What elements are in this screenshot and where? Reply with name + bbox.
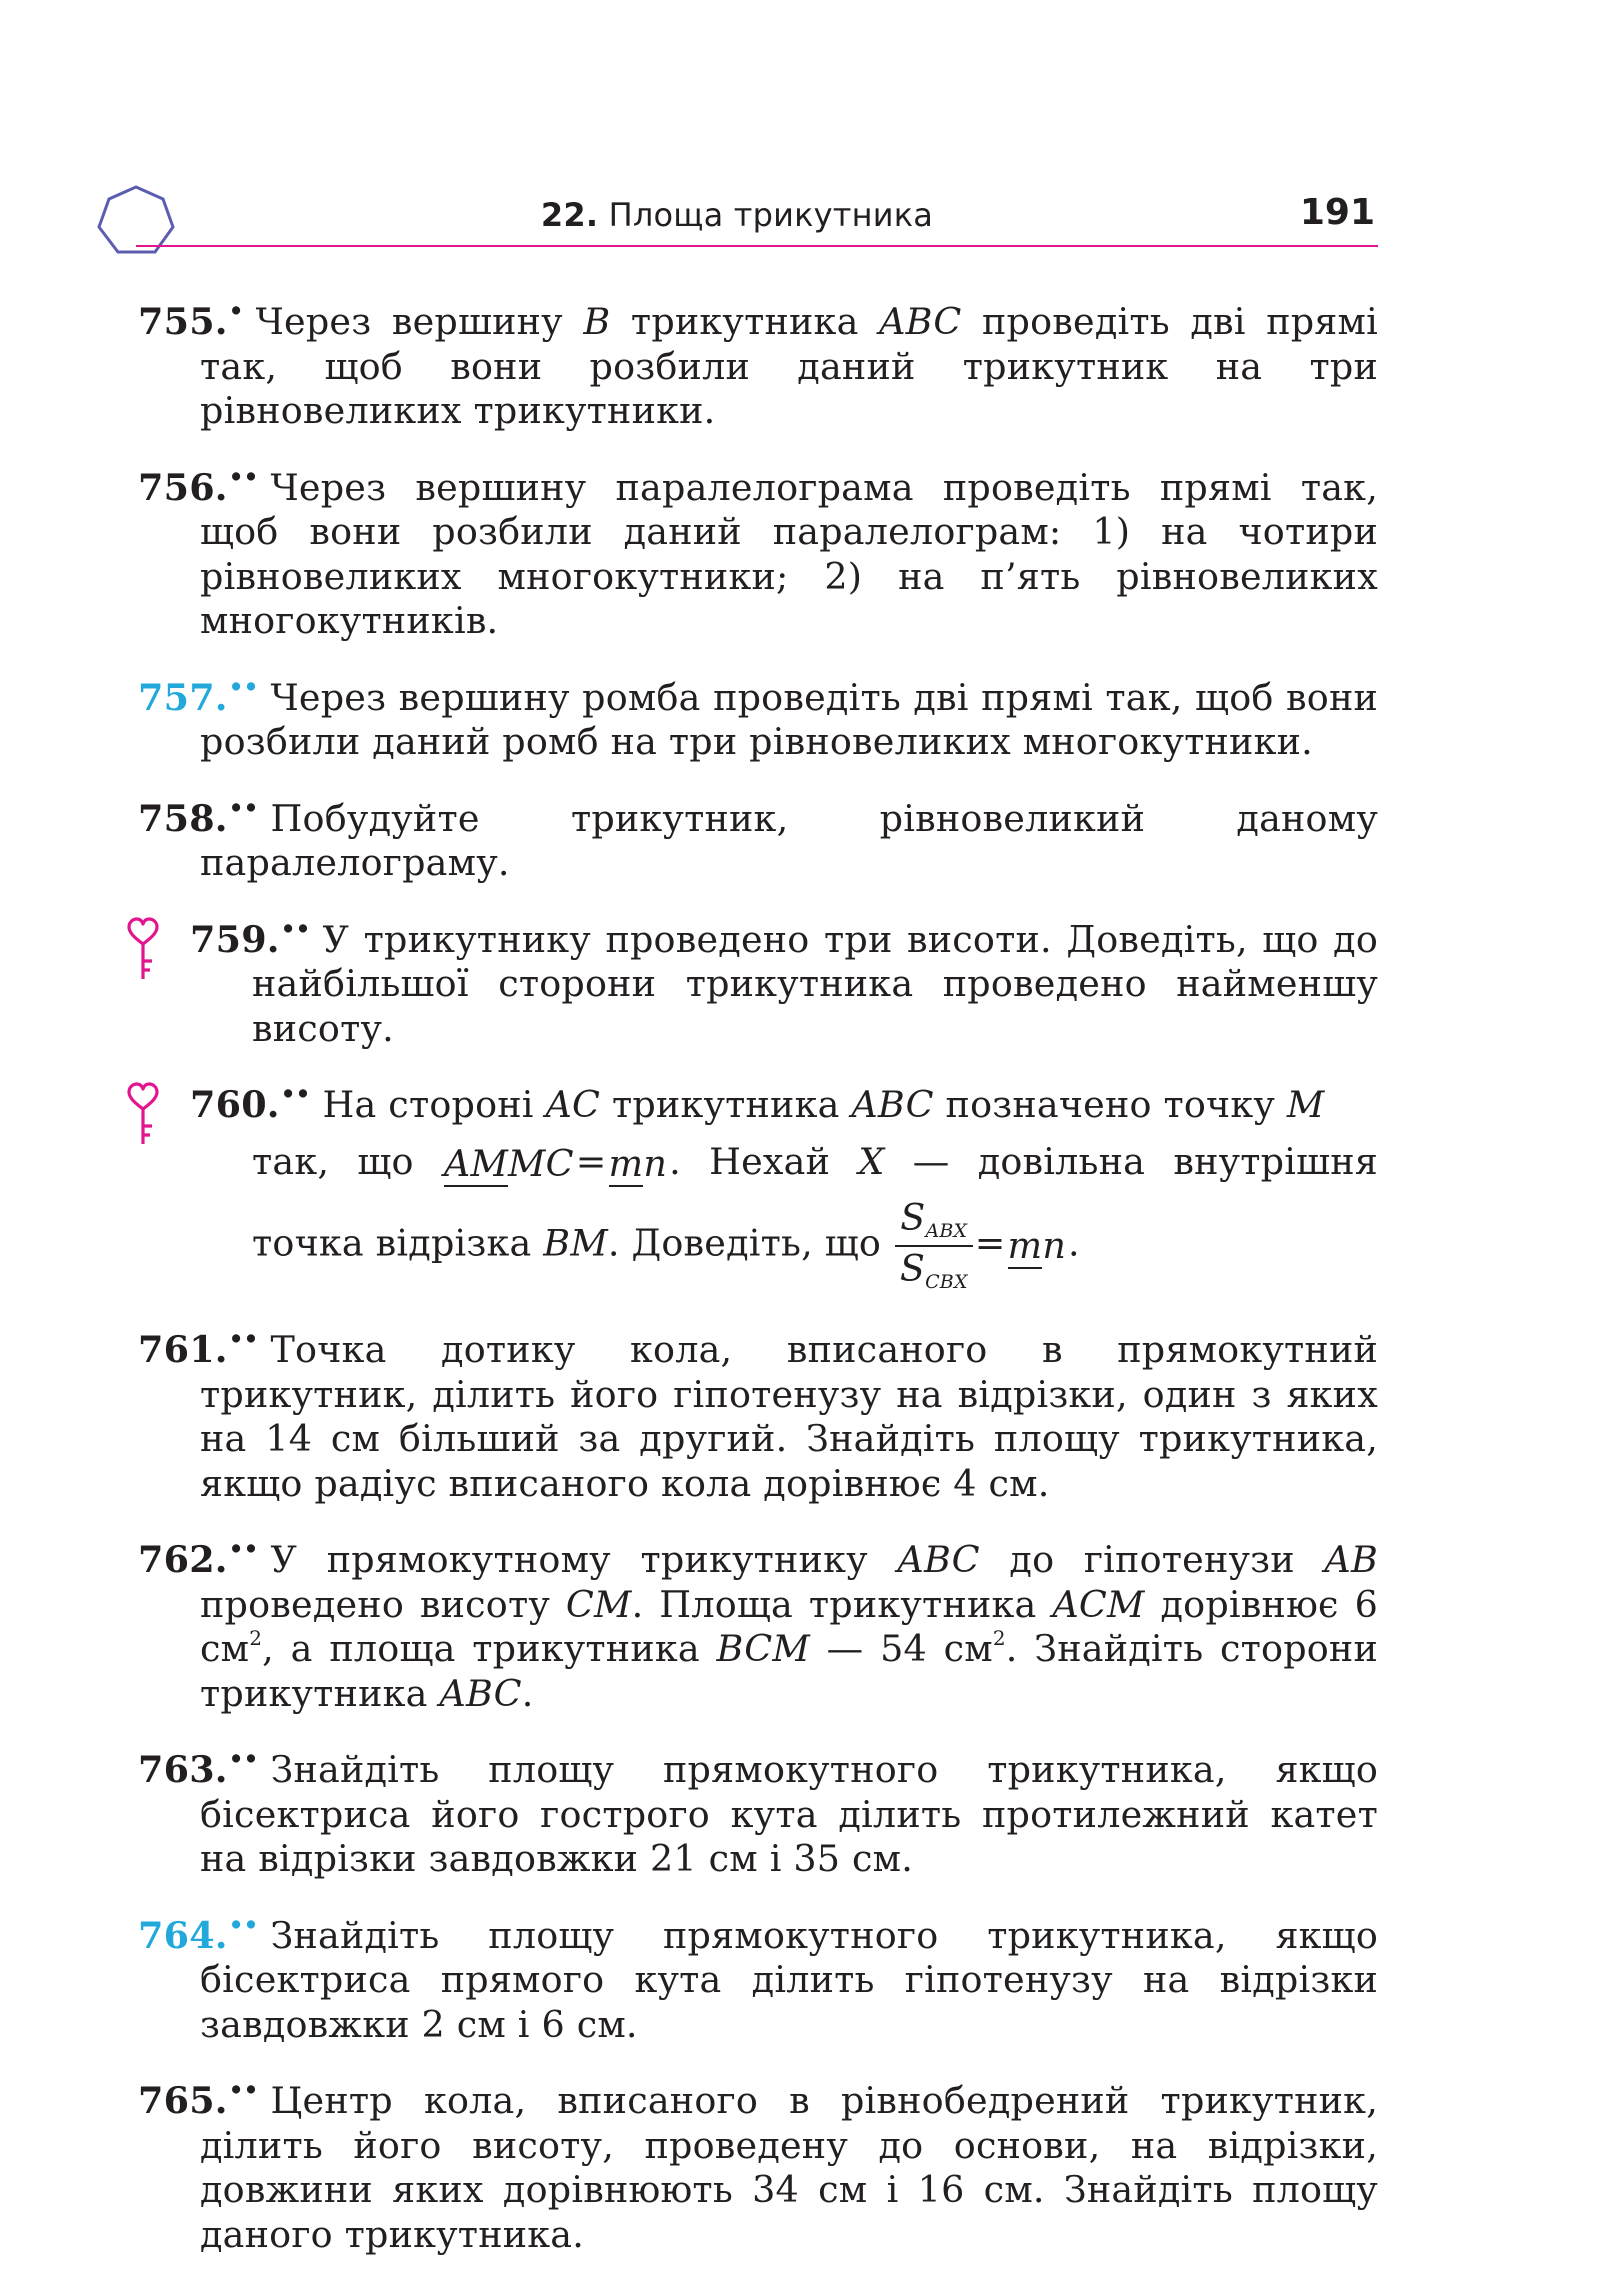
problem-text: . Знайдіть сторони трикутника: [200, 1627, 1378, 1715]
problem-765: [138, 2069, 1378, 2257]
math-var: AB: [1324, 1538, 1378, 1581]
math-var: B: [583, 300, 611, 343]
difficulty-mark: ••: [280, 915, 311, 943]
problem-text: Точка дотику кола, вписаного в прямокутний трикутник, ділить його гіпотенузу на відрізки, один з яких на 14 см більший за другий. Знайдіть площу трикутника, якщо радіус вписаного кола дорівнює 4 см.: [200, 1328, 1378, 1505]
problem-text: проведіть дві прямі так, щоб вони розбили даний трикутник на три рівновеликих трикутники.: [200, 300, 1378, 432]
problem-text: точка відрізка: [252, 1221, 544, 1265]
key-icon: [126, 916, 160, 982]
problem-number: 764.: [138, 1913, 228, 1957]
difficulty-mark: ••: [228, 463, 259, 491]
problem-761: [138, 1318, 1378, 1506]
problem-text: . Нехай: [669, 1139, 859, 1183]
math-var: X: [858, 1139, 885, 1183]
page-number: 191: [1299, 192, 1375, 233]
problem-text: позначено точку: [933, 1083, 1287, 1126]
problem-number: 758.: [138, 796, 228, 840]
problem-text: У трикутнику проведено три висоти. Доведіть, що до найбільшої сторони трикутника проведено найменшу висоту.: [252, 917, 1378, 1050]
formula-line-2: [252, 1196, 1378, 1296]
fraction-numerator: [895, 1196, 973, 1247]
math-var: BM: [543, 1221, 608, 1265]
problem-text: Через вершину ромба проведіть дві прямі так, щоб вони розбили даний ромб на три рівновеликих многокутники.: [200, 675, 1378, 763]
problem-758: [138, 787, 1378, 886]
problem-760: [190, 1073, 1378, 1296]
math-var: CM: [565, 1582, 632, 1626]
problem-text: трикутника: [610, 300, 880, 343]
problem-list: [138, 290, 1378, 2279]
problem-number: 755.: [138, 300, 228, 343]
period: .: [1068, 1221, 1080, 1265]
formula-line-1: [252, 1140, 1378, 1185]
math-var: ACM: [1052, 1582, 1145, 1626]
fraction-denominator: [895, 1247, 973, 1296]
problem-text: Через вершину: [255, 300, 584, 343]
problem-762: [138, 1528, 1378, 1716]
header-rule: [136, 245, 1378, 247]
problem-text: На стороні: [322, 1083, 546, 1126]
problem-text: Побудуйте трикутник, рівновеликий даному паралелограму.: [200, 796, 1378, 884]
problem-number: 759.: [190, 917, 280, 961]
difficulty-mark: ••: [228, 794, 259, 822]
problem-number: 757.: [138, 675, 228, 719]
problem-text: дорівнює 6 см: [200, 1582, 1378, 1670]
problem-755: [138, 290, 1378, 434]
problem-number: 763.: [138, 1748, 228, 1791]
difficulty-mark: ••: [228, 1326, 259, 1353]
problem-number: 762.: [138, 1538, 228, 1581]
math-subscript: CBX: [925, 1271, 968, 1293]
math-var: ABC: [879, 300, 962, 343]
problem-text: , а площа трикутника: [262, 1627, 717, 1670]
problem-757: [138, 666, 1378, 765]
period: .: [521, 1671, 534, 1715]
problem-number: 756.: [138, 465, 228, 509]
math-var: ABC: [851, 1083, 934, 1126]
math-var: ABC: [897, 1538, 980, 1581]
problem-text: Знайдіть площу прямокутного трикутника, якщо бісектриса прямого кута ділить гіпотенузу на відрізки завдовжки 2 см і 6 см.: [200, 1913, 1378, 2046]
problem-text: проведено висоту: [200, 1582, 566, 1626]
fraction-m-n: [1007, 1223, 1067, 1267]
problem-number: 761.: [138, 1328, 228, 1371]
fraction-area-ratio: [895, 1196, 973, 1296]
math-var: BCM: [716, 1627, 810, 1670]
problem-text: Знайдіть площу прямокутного трикутника, якщо бісектриса його гострого кута ділить протилежний катет на відрізки завдовжки 21 см і 35 см.: [200, 1748, 1378, 1880]
problem-756: [138, 456, 1378, 644]
math-var: S: [899, 1247, 926, 1290]
fraction-denominator: MC: [508, 1141, 574, 1185]
section-title: [96, 196, 1378, 234]
difficulty-mark: ••: [228, 1746, 259, 1773]
key-icon: [126, 1081, 160, 1147]
problem-text: — довільна внутрішня: [884, 1139, 1378, 1183]
fraction-numerator: m: [1007, 1223, 1043, 1267]
superscript: 2: [249, 1626, 263, 1650]
problem-text: трикутника: [600, 1083, 852, 1126]
math-var: ABC: [439, 1671, 522, 1715]
problem-text: — 54 см: [809, 1627, 993, 1670]
section-title-text: Площа трикутника: [608, 196, 934, 234]
difficulty-mark: ••: [228, 1536, 259, 1563]
fraction-numerator: m: [608, 1141, 644, 1185]
difficulty-mark: ••: [280, 1081, 311, 1108]
section-number: 22.: [540, 196, 599, 234]
fraction-am-mc: [443, 1141, 574, 1185]
problem-number: 760.: [190, 1083, 280, 1126]
math-var: M: [1286, 1083, 1325, 1126]
superscript: 2: [992, 1626, 1006, 1650]
problem-764: [138, 1904, 1378, 2048]
difficulty-mark: ••: [228, 2077, 259, 2104]
problem-text: . Доведіть, що: [607, 1221, 893, 1265]
problem-text: Центр кола, вписаного в рівнобедрений трикутник, ділить його висоту, проведену до основи, на відрізки, довжини яких дорівнюють 34 см і 16 см. Знайдіть площу даного трикутника.: [200, 2079, 1378, 2256]
problem-text: У прямокутному трикутнику: [270, 1538, 898, 1581]
fraction-m-n: [608, 1141, 668, 1185]
page-header: [96, 184, 1378, 248]
math-subscript: ABX: [925, 1220, 968, 1242]
difficulty-mark: •: [228, 298, 244, 325]
problem-763: [138, 1738, 1378, 1882]
problem-text: до гіпотенузи: [979, 1538, 1325, 1581]
problem-text: . Площа трикутника: [631, 1582, 1053, 1626]
math-var: S: [900, 1196, 926, 1239]
math-var: AC: [545, 1083, 601, 1126]
problem-number: 765.: [138, 2079, 228, 2122]
difficulty-mark: ••: [228, 673, 259, 701]
fraction-denominator: n: [643, 1141, 668, 1185]
equals-sign: =: [575, 1139, 607, 1183]
problem-text: Через вершину паралелограма проведіть прямі так, щоб вони розбили даний паралелограм: 1) на чотири рівновеликих многокутники; 2) на п’ять рівновеликих многокутників.: [200, 465, 1378, 642]
problem-text: так, що: [252, 1139, 442, 1183]
fraction-numerator: AM: [443, 1141, 509, 1185]
problem-759: [190, 908, 1378, 1052]
equals-sign: =: [974, 1221, 1006, 1265]
fraction-denominator: n: [1042, 1223, 1067, 1267]
difficulty-mark: ••: [228, 1911, 259, 1939]
